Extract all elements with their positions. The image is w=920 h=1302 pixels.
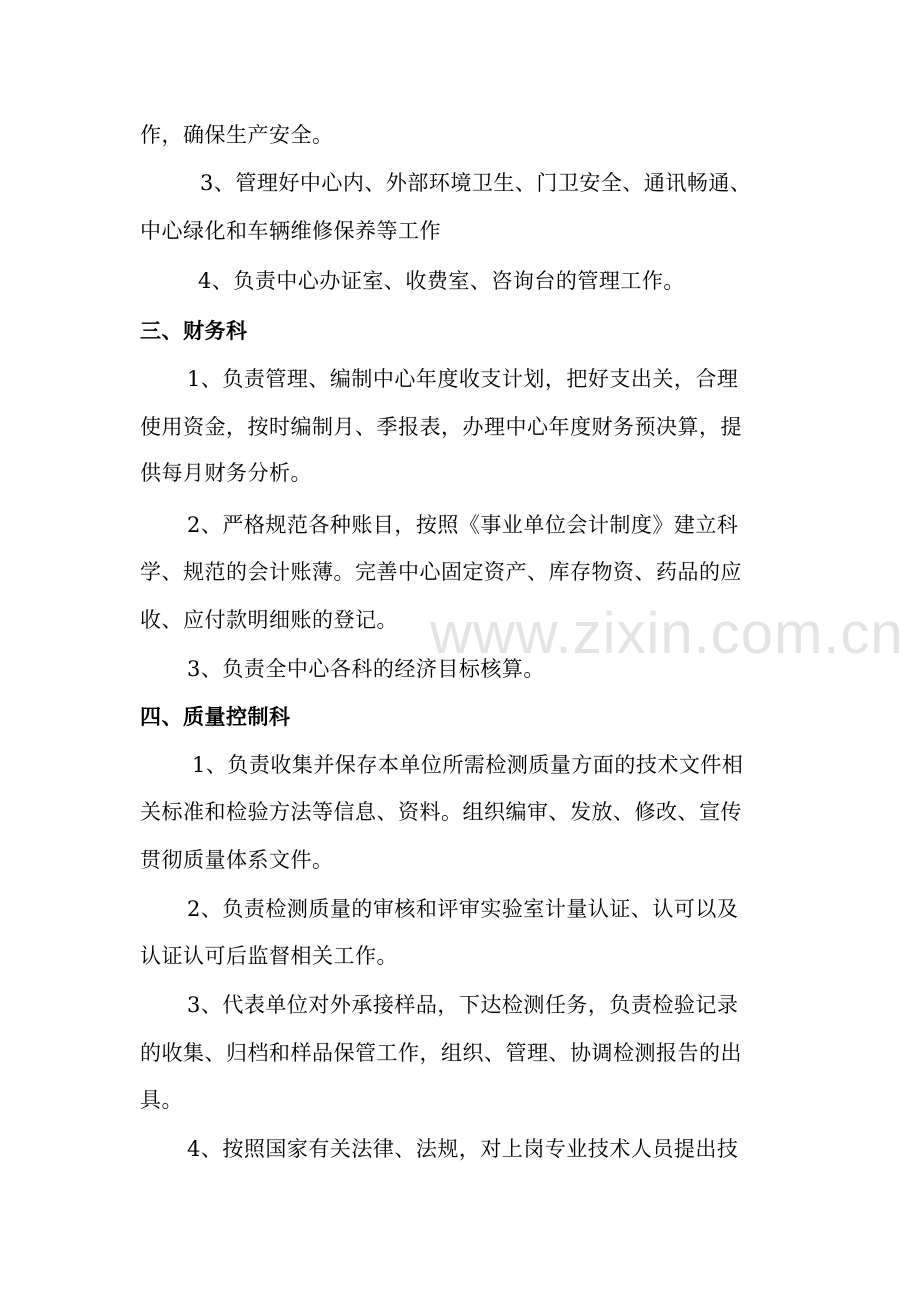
text-line: 3、负责全中心各科的经济目标核算。 (187, 657, 545, 681)
text-line: 具。 (140, 1088, 183, 1112)
text-line: 中心绿化和车辆维修保养等工作 (140, 219, 441, 243)
text-line: 的收集、归档和样品保管工作，组织、管理、协调检测报告的出 (140, 1041, 742, 1065)
text-line: 学、规范的会计账薄。完善中心固定资产、库存物资、药品的应 (140, 560, 742, 584)
watermark: www.zixin.com.cn (430, 601, 904, 666)
section-heading: 三、财务科 (140, 319, 248, 343)
text-line: 4、按照国家有关法律、法规，对上岗专业技术人员提出技 (187, 1137, 739, 1161)
text-line: 2、负责检测质量的审核和评审实验室计量认证、认可以及 (187, 897, 739, 921)
text-line: 收、应付款明细账的登记。 (140, 608, 398, 632)
text-line: 认证认可后监督相关工作。 (140, 944, 398, 968)
text-line: 作，确保生产安全。 (140, 123, 334, 147)
text-line: 关标准和检验方法等信息、资料。组织编审、发放、修改、宣传 (140, 800, 742, 824)
text-line: 2、严格规范各种账目，按照《事业单位会计制度》建立科 (187, 513, 739, 537)
text-line: 4、负责中心办证室、收费室、咨询台的管理工作。 (198, 269, 685, 293)
text-line: 1、负责管理、编制中心年度收支计划，把好支出关，合理 (187, 367, 739, 391)
text-line: 供每月财务分析。 (140, 461, 312, 485)
section-heading: 四、质量控制科 (140, 705, 291, 729)
text-line: 3、管理好中心内、外部环境卫生、门卫安全、通讯畅通、 (200, 171, 752, 195)
text-line: 贯彻质量体系文件。 (140, 848, 334, 872)
text-line: 使用资金，按时编制月、季报表，办理中心年度财务预决算，提 (140, 415, 742, 439)
text-line: 3、代表单位对外承接样品，下达检测任务，负责检验记录 (187, 993, 739, 1017)
text-line: 1、负责收集并保存本单位所需检测质量方面的技术文件相 (192, 753, 744, 777)
